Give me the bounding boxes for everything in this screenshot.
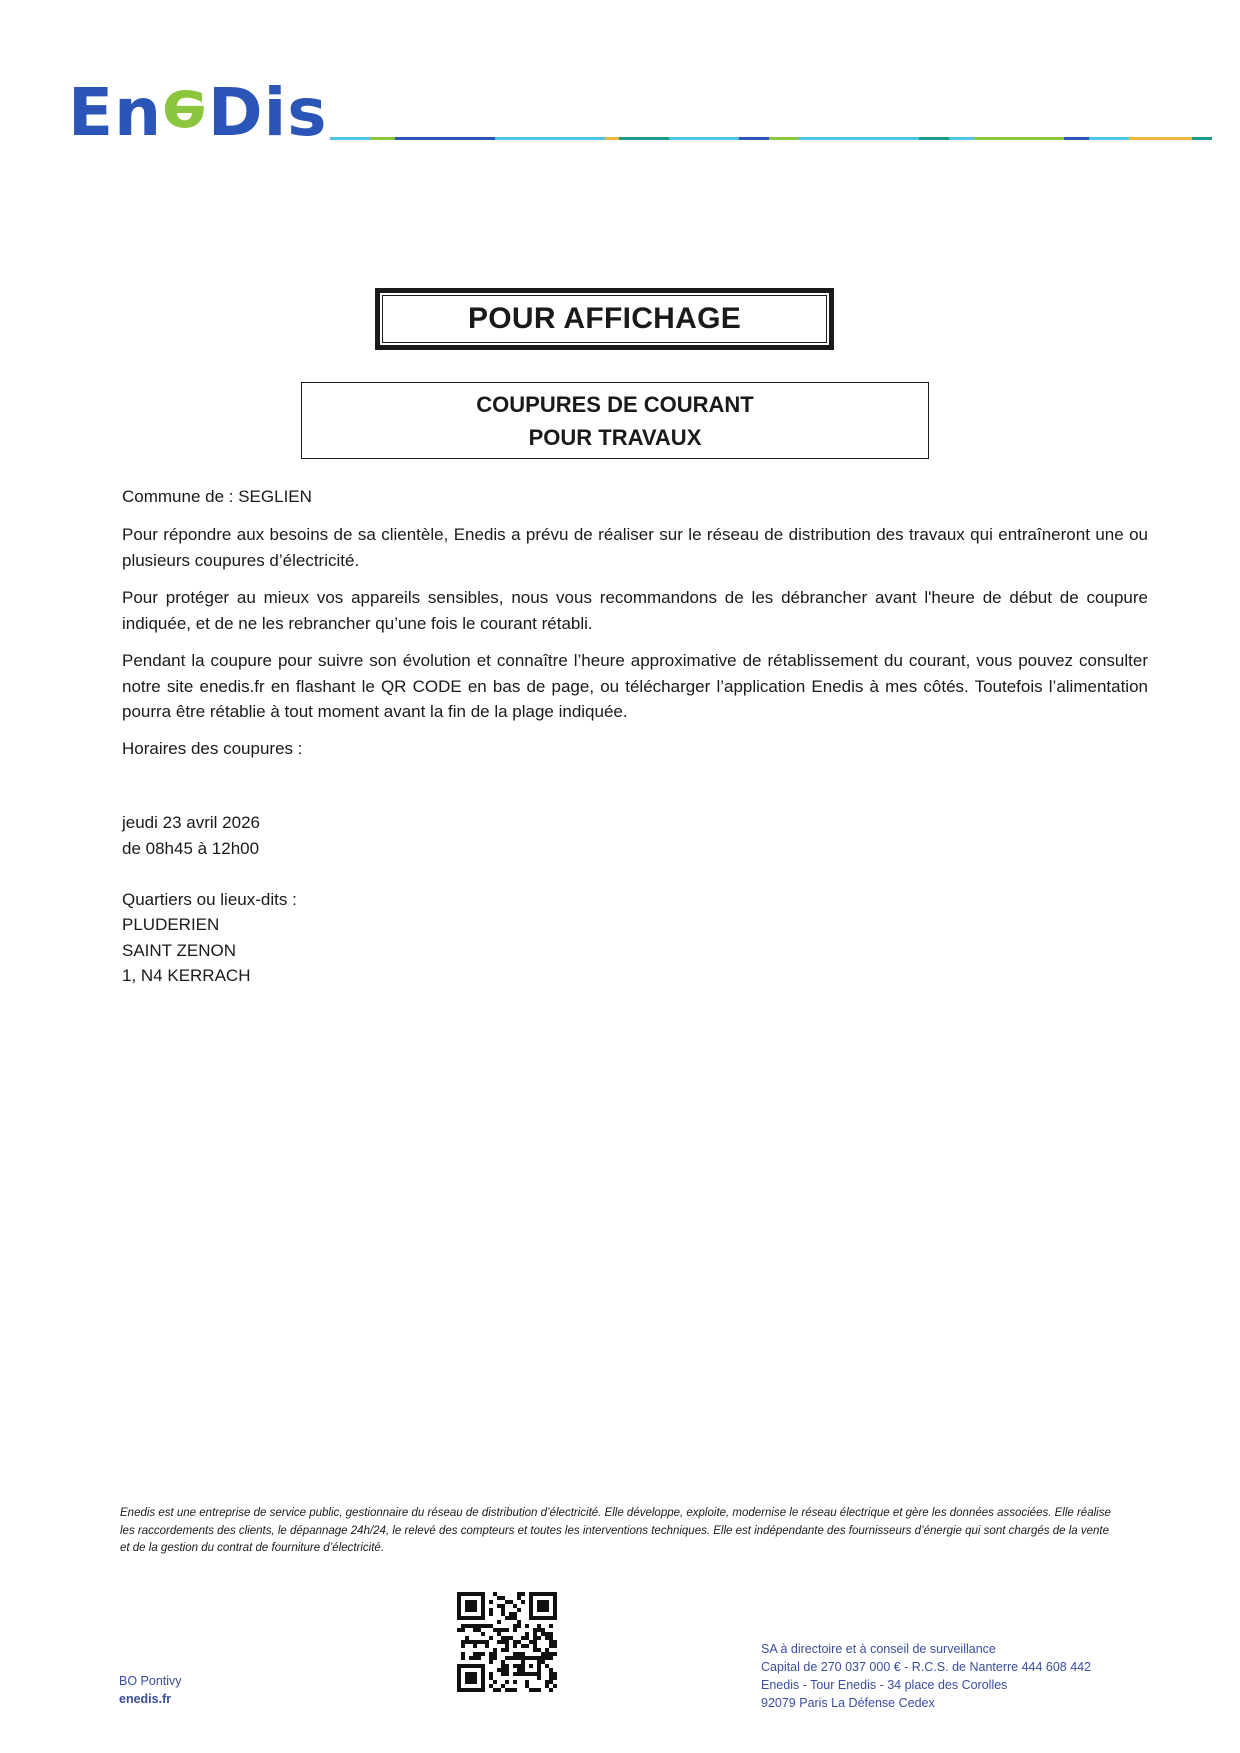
rule-segment (605, 137, 619, 140)
rule-segment (669, 137, 739, 140)
rule-segment (495, 137, 605, 140)
schedule-date: jeudi 23 avril 2026 (122, 813, 260, 832)
office-name: BO Pontivy (119, 1674, 182, 1688)
rule-segment (1192, 137, 1212, 140)
location-item: PLUDERIEN (122, 915, 220, 934)
schedule-label: Horaires des coupures : (122, 739, 303, 758)
rule-segment (949, 137, 974, 140)
company-info (761, 1640, 1091, 1712)
qr-code-icon[interactable] (456, 1592, 558, 1692)
rule-segment (974, 137, 1064, 140)
subtitle-line-1: COUPURES DE COURANT (476, 391, 754, 417)
paragraph-2: Pour protéger au mieux vos appareils sensibles, nous vous recommandons de les débrancher avant l'heure de début de coupure indiquée, et de ne les rebrancher qu’une fois le courant rétabli. (122, 588, 1148, 633)
company-info-line: Capital de 270 037 000 € - R.C.S. de Nanterre 444 608 442 (761, 1660, 1092, 1674)
rule-segment (919, 137, 949, 140)
rule-segment (1089, 137, 1129, 140)
footer-left (119, 1673, 182, 1708)
locations-label: Quartiers ou lieux-dits : (122, 890, 297, 909)
rule-segment (370, 137, 395, 140)
rule-segment (769, 137, 799, 140)
rule-segment (1129, 137, 1192, 140)
location-item: 1, N4 KERRACH (122, 966, 251, 985)
company-info-line: SA à directoire et à conseil de surveillance (761, 1642, 996, 1656)
commune-line: Commune de : SEGLIEN (122, 487, 312, 506)
website-link[interactable]: enedis.fr (119, 1691, 172, 1706)
subtitle-line-2: POUR TRAVAUX (528, 424, 702, 450)
rule-segment (395, 137, 495, 140)
logo-part-e: e (162, 75, 208, 152)
company-info-line: 92079 Paris La Défense Cedex (761, 1696, 935, 1710)
company-info-line: Enedis - Tour Enedis - 34 place des Corolles (761, 1678, 1008, 1692)
paragraph-3: Pendant la coupure pour suivre son évolution et connaître l’heure approximative de rétablissement du courant, vous pouvez consulter notre site enedis.fr en flashant le QR CODE en bas de page, ou télécharger l’application Enedis à mes côtés. Toutefois l’alimentation pourra être rétablie à tout moment avant la fin de la plage indiquée. (122, 651, 1148, 721)
rule-segment (799, 137, 919, 140)
title-box (375, 288, 834, 350)
rule-segment (1064, 137, 1089, 140)
location-item: SAINT ZENON (122, 941, 236, 960)
rule-segment (330, 137, 370, 140)
header-rule (330, 137, 1212, 140)
logo-part-dis: Dis (207, 74, 328, 151)
rule-segment (619, 137, 669, 140)
schedule-time: de 08h45 à 12h00 (122, 839, 260, 858)
enedis-logo (68, 74, 328, 152)
subtitle-box (301, 382, 929, 459)
paragraph-1: Pour répondre aux besoins de sa clientèle, Enedis a prévu de réaliser sur le réseau de distribution des travaux qui entraîneront une ou plusieurs coupures d’électricité. (122, 525, 1148, 570)
logo-part-en: En (68, 74, 163, 151)
legal-disclaimer: Enedis est une entreprise de service public, gestionnaire du réseau de distribution d’électricité. Elle développe, exploite, modernise le réseau électrique et gère les données associées. Elle réalise les raccordements des clients, le dépannage 24h/24, le relevé des compteurs et toutes les interventions techniques. Elle est indépendante des fournisseurs d’énergie qui sont chargés de la vente et de la gestion du contrat de fourniture d’électricité. (120, 1507, 1111, 1554)
title-label: POUR AFFICHAGE (382, 295, 827, 343)
rule-segment (739, 137, 769, 140)
